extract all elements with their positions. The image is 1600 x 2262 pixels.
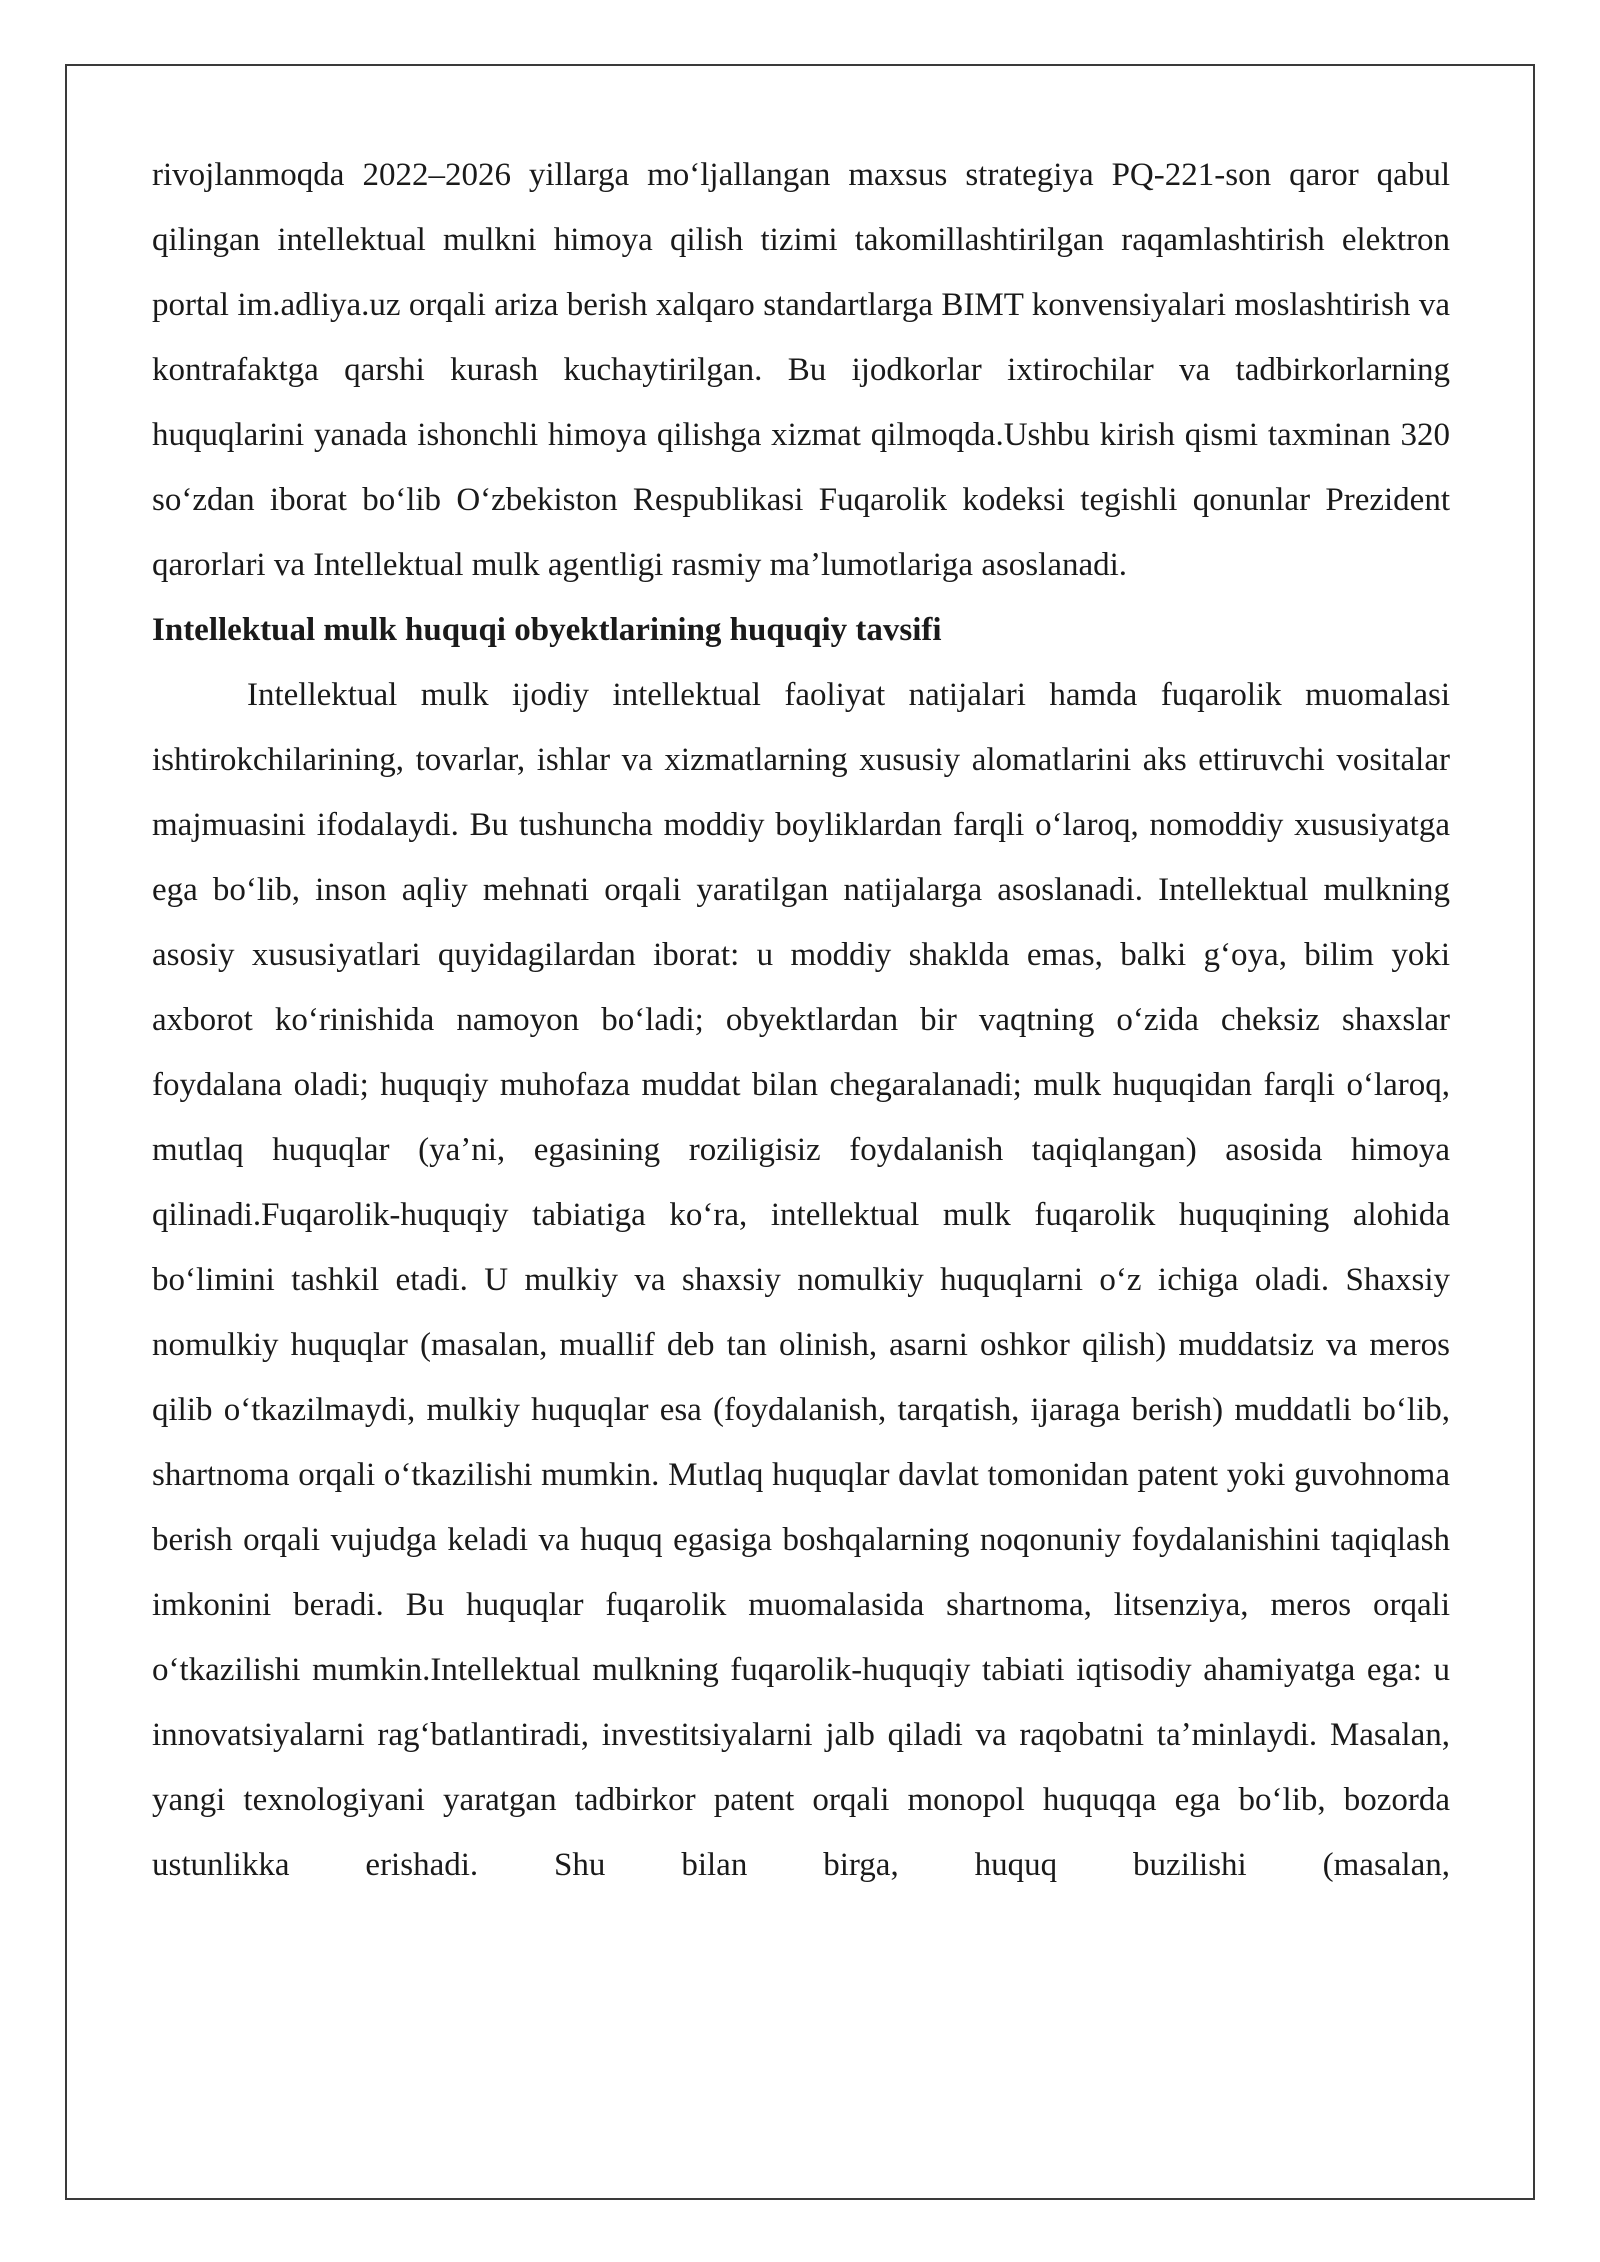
section-heading: Intellektual mulk huquqi obyektlarining huquqiy tavsifi bbox=[152, 612, 942, 648]
document-body bbox=[152, 143, 1450, 1898]
body-paragraph: Intellektual mulk ijodiy intellektual faoliyat natijalari hamda fuqarolik muomalasi ishtirokchilarining, tovarlar, ishlar va xizmatlarning xususiy alomatlarini aks ettiruvchi vositalar majmuasini ifodalaydi. Bu tushuncha moddiy boyliklardan farqli oʻlaroq, nomoddiy xususiyatga ega boʻlib, inson aqliy mehnati orqali yaratilgan natijalarga asoslanadi. Intellektual mulkning asosiy xususiyatlari quyidagilardan iborat: u moddiy shaklda emas, balki gʻoya, bilim yoki axborot koʻrinishida namoyon boʻladi; obyektlardan bir vaqtning oʻzida cheksiz shaxslar foydalana oladi; huquqiy muhofaza muddat bilan chegaralanadi; mulk huquqidan farqli oʻlaroq, mutlaq huquqlar (yaʼni, egasining roziligisiz foydalanish taqiqlangan) asosida himoya qilinadi.Fuqarolik-huquqiy tabiatiga koʻra, intellektual mulk fuqarolik huquqining alohida boʻlimini tashkil etadi. U mulkiy va shaxsiy nomulkiy huquqlarni oʻz ichiga oladi. Shaxsiy nomulkiy huquqlar (masalan, muallif deb tan olinish, asarni oshkor qilish) muddatsiz va meros qilib oʻtkazilmaydi, mulkiy huquqlar esa (foydalanish, tarqatish, ijaraga berish) muddatli boʻlib, shartnoma orqali oʻtkazilishi mumkin. Mutlaq huquqlar davlat tomonidan patent yoki guvohnoma berish orqali vujudga keladi va huquq egasiga boshqalarning noqonuniy foydalanishini taqiqlash imkonini beradi. Bu huquqlar fuqarolik muomalasida shartnoma, litsenziya, meros orqali oʻtkazilishi mumkin.Intellektual mulkning fuqarolik-huquqiy tabiati iqtisodiy ahamiyatga ega: u innovatsiyalarni ragʻbatlantiradi, investitsiyalarni jalb qiladi va raqobatni taʼminlaydi. Masalan, yangi texnologiyani yaratgan tadbirkor patent orqali monopol huquqqa ega boʻlib, bozorda ustunlikka erishadi. Shu bilan birga, huquq buzilishi (masalan, bbox=[152, 677, 1450, 1883]
intro-paragraph: rivojlanmoqda 2022–2026 yillarga moʻljallangan maxsus strategiya PQ-221-son qaror qabul qilingan intellektual mulkni himoya qilish tizimi takomillashtirilgan raqamlashtirish elektron portal im.adliya.uz orqali ariza berish xalqaro standartlarga BIMT konvensiyalari moslashtirish va kontrafaktga qarshi kurash kuchaytirilgan. Bu ijodkorlar ixtirochilar va tadbirkorlarning huquqlarini yanada ishonchli himoya qilishga xizmat qilmoqda.Ushbu kirish qismi taxminan 320 soʻzdan iborat boʻlib Oʻzbekiston Respublikasi Fuqarolik kodeksi tegishli qonunlar Prezident qarorlari va Intellektual mulk agentligi rasmiy maʼlumotlariga asoslanadi. bbox=[152, 157, 1450, 583]
